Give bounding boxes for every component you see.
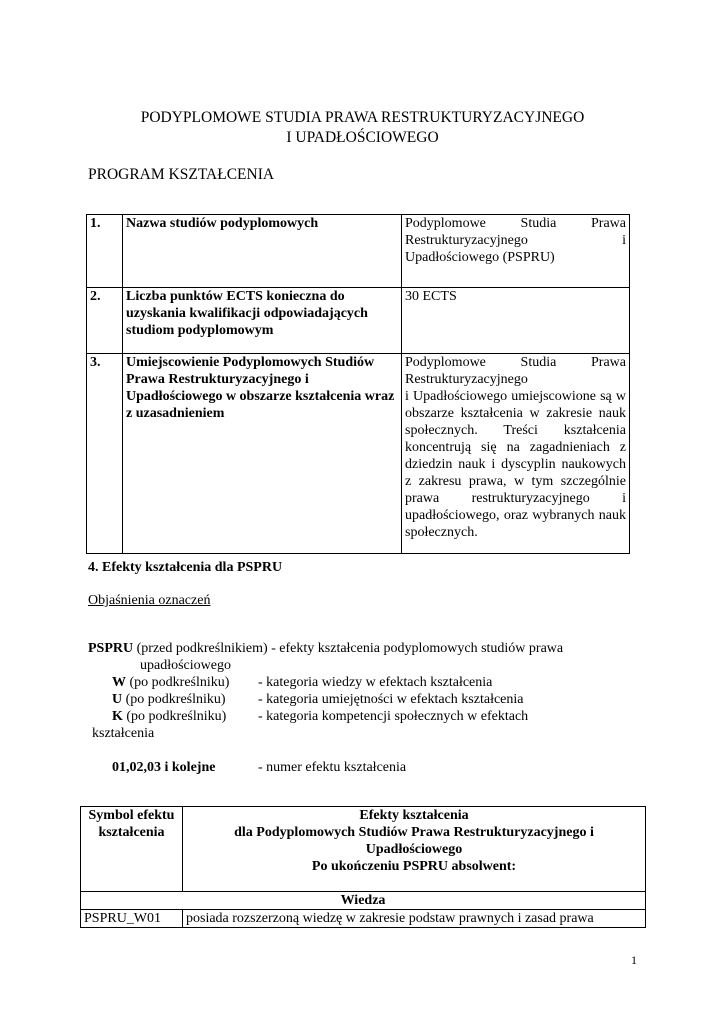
- legend-text: (przed podkreślnikiem) - efekty kształcenia podyplomowych studiów prawa: [133, 641, 564, 656]
- legend-k-cont: kształcenia: [92, 726, 155, 741]
- row-number: 1.: [87, 215, 123, 288]
- legend-paren: (po podkreślniku): [122, 692, 226, 707]
- legend-paren: (po podkreślniku): [122, 709, 227, 724]
- outcome-code: PSPRU_W01: [81, 910, 183, 928]
- effects-column-header: [183, 807, 646, 892]
- effects-header-line: Po ukończeniu PSPRU absolwent:: [311, 859, 517, 874]
- learning-outcomes-table: [80, 806, 646, 928]
- legend-code: U: [112, 692, 123, 707]
- legend-code: W: [112, 675, 126, 690]
- table-header-row: [81, 807, 646, 892]
- effects-header-line: Efekty kształcenia: [359, 808, 469, 823]
- value-line: Podyplomowe Studia Prawa: [405, 355, 626, 370]
- legend-paren: (po podkreślniku): [126, 675, 230, 690]
- table-row: [87, 288, 630, 354]
- legend-k: [112, 708, 226, 725]
- legend-u: [112, 691, 226, 708]
- page-number: 1: [631, 953, 637, 967]
- legend-code: K: [112, 709, 123, 724]
- legend-number-code: 01,02,03 i kolejne: [112, 760, 216, 775]
- row-value: [402, 215, 630, 288]
- legend-w: [112, 674, 229, 691]
- table-row: [87, 354, 630, 554]
- document-title-line-1: PODYPLOMOWE STUDIA PRAWA RESTRUKTURYZACYJNEGO: [140, 109, 585, 126]
- legend-code: PSPRU: [88, 641, 134, 656]
- legend-number-text: - numer efektu kształcenia: [258, 760, 407, 775]
- table-row: [81, 910, 646, 928]
- row-label: Liczba punktów ECTS konieczna do uzyskania kwalifikacji odpowiadających studiom podyplomowym: [123, 288, 402, 354]
- category-row: [81, 892, 646, 910]
- row-value: 30 ECTS: [402, 288, 630, 354]
- value-paragraph: i Upadłościowego umiejscowione są w obszarze kształcenia w zakresie nauk społecznych. Treści kształcenia koncentrują się na zagadnieniach z dziedzin nauk i dyscyplin naukowych z zakresu prawa, w tym szczególnie prawa restrukturyzacyjnego i upadłościowego, oraz wybranych nauk społecznych.: [405, 389, 626, 540]
- legend-pspru: [88, 640, 563, 657]
- row-number: 2.: [87, 288, 123, 354]
- row-label: Umiejscowienie Podyplomowych Studiów Prawa Restrukturyzacyjnego i Upadłościowego w obszarze kształcenia wraz z uzasadnieniem: [123, 354, 402, 554]
- symbol-column-header: Symbol efektu kształcenia: [81, 807, 183, 892]
- legend-u-text: - kategoria umiejętności w efektach kształcenia: [258, 692, 524, 707]
- category-label: Wiedza: [81, 892, 646, 910]
- legend-k-text: - kategoria kompetencji społecznych w efektach: [258, 709, 529, 724]
- value-line: Upadłościowego (PSPRU): [405, 250, 555, 265]
- row-value: [402, 354, 630, 554]
- section-4-heading: 4. Efekty kształcenia dla PSPRU: [88, 560, 283, 575]
- value-line: Restrukturyzacyjnego: [405, 372, 528, 387]
- legend-w-text: - kategoria wiedzy w efektach kształcenia: [258, 675, 493, 690]
- explanations-heading: Objaśnienia oznaczeń: [88, 593, 211, 608]
- value-line: Podyplomowe Studia Prawa: [405, 216, 626, 231]
- program-info-table: [86, 214, 630, 554]
- legend-pspru-cont: upadłościowego: [140, 658, 231, 673]
- outcome-description: posiada rozszerzoną wiedzę w zakresie podstaw prawnych i zasad prawa: [183, 910, 646, 928]
- table-row: [87, 215, 630, 288]
- value-line: Restrukturyzacyjnego i: [405, 233, 626, 248]
- program-heading: PROGRAM KSZTAŁCENIA: [88, 166, 275, 183]
- effects-header-line: dla Podyplomowych Studiów Prawa Restrukturyzacyjnego i Upadłościowego: [234, 825, 594, 857]
- row-label: Nazwa studiów podyplomowych: [123, 215, 402, 288]
- document-title-line-2: I UPADŁOŚCIOWEGO: [286, 129, 439, 146]
- row-number: 3.: [87, 354, 123, 554]
